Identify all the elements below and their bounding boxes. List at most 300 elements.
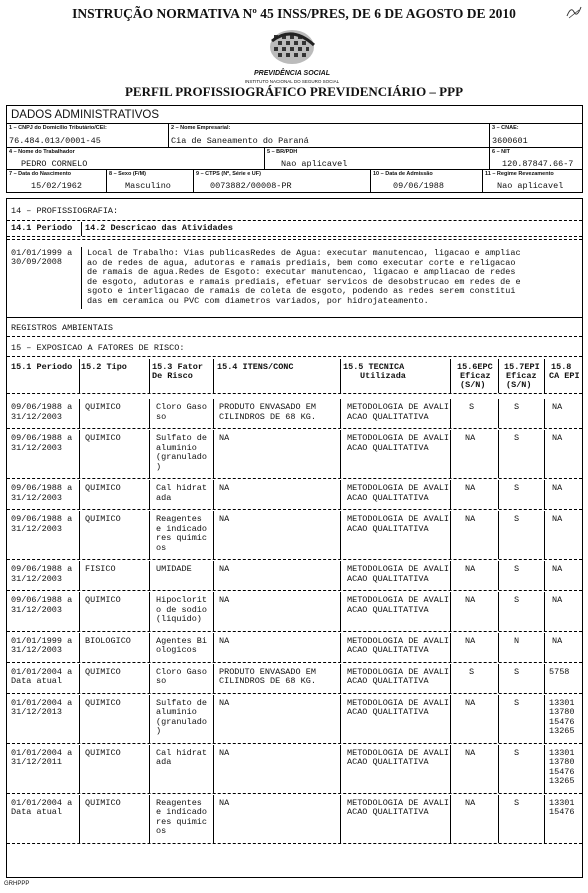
cell-periodo: 09/06/1988 a: [11, 402, 73, 412]
cell-itens: NA: [219, 564, 230, 574]
regime-value: Nao aplicavel: [497, 181, 564, 191]
cell-fator: Cal hidrat: [156, 483, 208, 493]
cell-epc: NA: [465, 564, 476, 574]
cell-fator: Cal hidrat: [156, 747, 208, 758]
cell-tecnica: ACAO QUALITATIVA: [347, 411, 429, 422]
cell-tipo: QUIMICO: [85, 402, 121, 412]
cell-tecnica: ACAO QUALITATIVA: [347, 573, 429, 584]
cell-fator: os: [156, 542, 167, 553]
cell-ca: 13780: [549, 757, 575, 767]
cell-periodo: 31/12/2003: [11, 492, 63, 503]
column-divider: [79, 745, 80, 793]
column-divider: [498, 399, 499, 428]
regime-label: 11 – Regime Revezamento: [485, 171, 554, 177]
header-epc-1: 15.6EPC: [457, 362, 493, 372]
row-divider: [7, 662, 582, 663]
column-divider: [340, 561, 341, 590]
column-divider: [544, 664, 545, 693]
descricao-line: ao de redes de agua, adutoras e ramais prediais, bem como executar corte e religacao: [87, 257, 516, 268]
cnae-value: 3600601: [492, 136, 528, 146]
profissiografia-title: 14 – PROFISSIOGRAFIA:: [11, 206, 119, 216]
cell-ca: NA: [552, 595, 563, 605]
column-divider: [498, 359, 499, 393]
cell-tecnica: METODOLOGIA DE AVALI: [347, 514, 450, 524]
row-divider: [7, 843, 582, 844]
trabalhador-value: PEDRO CORNELO: [21, 159, 88, 169]
cell-epi: S: [514, 595, 520, 605]
column-divider: [340, 480, 341, 509]
cell-epi: S: [514, 514, 520, 524]
column-divider: [340, 633, 341, 662]
cell-ca: NA: [552, 564, 563, 574]
ctps-value: 0073882/00008-PR: [210, 181, 292, 191]
ctps-cell: [194, 170, 371, 192]
admin-data-table: [6, 105, 583, 193]
column-divider: [213, 795, 214, 843]
cell-tipo: QUIMICO: [85, 747, 121, 758]
cell-tipo: QUIMICO: [85, 483, 121, 493]
registros-title: REGISTROS AMBIENTAIS: [11, 323, 114, 333]
cell-fator: ): [156, 461, 162, 472]
signature-mark: [565, 4, 583, 20]
cell-periodo: 09/06/1988 a: [11, 564, 73, 574]
cell-itens: NA: [219, 514, 230, 524]
col-descricao-header: 14.2 Descricao das Atividades: [85, 223, 233, 233]
cell-tecnica: METODOLOGIA DE AVALI: [347, 797, 450, 808]
logo-text: PREVIDÊNCIA SOCIAL: [254, 70, 330, 77]
cell-tecnica: ACAO QUALITATIVA: [347, 492, 429, 503]
column-divider: [79, 633, 80, 662]
column-divider: [79, 430, 80, 478]
column-divider: [544, 633, 545, 662]
divider: [81, 247, 82, 309]
cell-fator: (granulado: [156, 716, 208, 727]
column-divider: [213, 745, 214, 793]
cell-tecnica: ACAO QUALITATIVA: [347, 523, 429, 534]
column-divider: [79, 359, 80, 393]
cell-fator: e indicado: [156, 523, 208, 534]
cell-epc: S: [469, 402, 475, 412]
column-divider: [213, 695, 214, 743]
cell-fator: Sulfato de: [156, 697, 208, 708]
cell-ca: 5758: [549, 666, 570, 677]
cell-epi: S: [514, 564, 520, 574]
cnpj-label: 1 – CNPJ do Domicílio Tributário/CEI:: [9, 125, 107, 131]
column-divider: [149, 399, 150, 428]
cell-periodo: 01/01/2004 a: [11, 666, 73, 677]
column-divider: [450, 745, 451, 793]
cell-fator: res quimic: [156, 533, 208, 543]
row-divider: [7, 509, 582, 510]
column-divider: [450, 664, 451, 693]
cell-tipo: QUIMICO: [85, 797, 121, 808]
cell-ca: 15476: [549, 807, 575, 817]
admissao-label: 10 – Data de Admissão: [373, 171, 433, 177]
header-ca-1: 15.8: [551, 362, 572, 372]
column-divider: [544, 359, 545, 393]
cell-ca: NA: [552, 433, 563, 443]
cell-periodo: 09/06/1988 a: [11, 483, 73, 493]
cnae-label: 3 – CNAE:: [492, 125, 519, 131]
column-divider: [340, 664, 341, 693]
descricao-line: de esgoto, adutoras e ramais prediais, efetuar servicos de desobstrucao em redes de e: [87, 276, 521, 287]
column-divider: [498, 561, 499, 590]
column-divider: [450, 695, 451, 743]
column-divider: [340, 592, 341, 631]
admissao-cell: [371, 170, 483, 192]
cell-tecnica: METODOLOGIA DE AVALI: [347, 433, 450, 443]
cell-periodo: 09/06/1988 a: [11, 514, 73, 524]
cell-fator: e indicado: [156, 807, 208, 817]
cell-fator: Cloro Gaso: [156, 402, 208, 412]
column-divider: [544, 745, 545, 793]
page-title: PERFIL PROFISSIOGRÁFICO PREVIDENCIÁRIO – PPP: [124, 84, 464, 99]
column-divider: [340, 359, 341, 393]
cell-tecnica: METODOLOGIA DE AVALI: [347, 635, 450, 646]
sexo-cell: [107, 170, 194, 192]
profissiografia-periodo-end: 30/09/2008: [11, 257, 63, 267]
column-divider: [340, 511, 341, 559]
header-epc-2: Eficaz: [460, 371, 491, 381]
column-divider: [213, 592, 214, 631]
cell-fator: Cloro Gaso: [156, 666, 208, 677]
cell-periodo: 31/12/2013: [11, 707, 63, 717]
cell-fator: so: [156, 411, 167, 422]
ctps-label: 9 – CTPS (Nº, Série e UF): [196, 171, 261, 177]
cell-tipo: FISICO: [85, 564, 116, 574]
column-divider: [149, 511, 150, 559]
cell-itens: PRODUTO ENVASADO EM: [219, 402, 316, 412]
cell-tecnica: METODOLOGIA DE AVALI: [347, 402, 450, 412]
column-divider: [450, 511, 451, 559]
cell-tipo: QUIMICO: [85, 697, 121, 708]
column-divider: [498, 633, 499, 662]
column-divider: [544, 695, 545, 743]
cell-epi: S: [514, 747, 520, 758]
cell-fator: Hipoclorit: [156, 595, 208, 605]
cell-ca: 13301: [549, 697, 575, 708]
column-divider: [498, 480, 499, 509]
cell-tipo: QUIMICO: [85, 666, 121, 677]
regime-cell: [483, 170, 582, 192]
cell-itens: NA: [219, 595, 230, 605]
cell-itens: NA: [219, 697, 230, 708]
cell-itens: NA: [219, 747, 230, 758]
cell-ca: 13301: [549, 797, 575, 808]
cell-itens: CILINDROS DE 68 KG.: [219, 676, 316, 686]
column-divider: [544, 592, 545, 631]
cell-periodo: 01/01/2004 a: [11, 697, 73, 708]
column-divider: [213, 359, 214, 393]
column-divider: [79, 480, 80, 509]
cell-itens: NA: [219, 483, 230, 493]
cell-epc: NA: [465, 433, 476, 443]
cell-epc: NA: [465, 747, 476, 758]
descricao-line: Local de Trabalho: Vias publicasRedes de Agua: executar manutencao, ligacao e ampliac: [87, 248, 521, 258]
cell-itens: NA: [219, 797, 230, 808]
cell-fator: so: [156, 676, 167, 686]
column-divider: [340, 399, 341, 428]
nascimento-value: 15/02/1962: [31, 181, 83, 191]
column-divider: [498, 592, 499, 631]
cell-periodo: 01/01/2004 a: [11, 747, 73, 758]
header-tecnica-1: 15.5 TECNICA: [343, 362, 405, 372]
divider: [7, 220, 582, 221]
cell-fator: ologicos: [156, 645, 197, 655]
cell-epi: S: [514, 402, 520, 412]
nascimento-label: 7 – Data do Nascimento: [9, 171, 72, 177]
row-divider: [7, 559, 582, 560]
column-divider: [544, 399, 545, 428]
divider: [7, 356, 582, 357]
row-divider: [7, 478, 582, 479]
cell-ca: NA: [552, 483, 563, 493]
column-divider: [498, 664, 499, 693]
cell-ca: 15476: [549, 716, 575, 727]
cell-epc: NA: [465, 697, 476, 708]
cell-tecnica: ACAO QUALITATIVA: [347, 757, 429, 767]
cell-tecnica: METODOLOGIA DE AVALI: [347, 747, 450, 758]
column-divider: [498, 745, 499, 793]
cell-epi: N: [514, 635, 520, 646]
cell-epc: NA: [465, 635, 476, 646]
row-divider: [7, 590, 582, 591]
nit-label: 6 – NIT: [492, 149, 511, 155]
divider: [7, 236, 582, 237]
column-divider: [149, 795, 150, 843]
column-divider: [340, 745, 341, 793]
column-divider: [544, 430, 545, 478]
column-divider: [450, 592, 451, 631]
header-epi-3: (S/N): [506, 380, 532, 390]
column-divider: [544, 795, 545, 843]
cell-itens: NA: [219, 635, 230, 646]
column-divider: [213, 561, 214, 590]
divider: [7, 393, 582, 394]
cell-fator: (liquido): [156, 614, 202, 624]
column-divider: [213, 480, 214, 509]
cell-ca: NA: [552, 402, 563, 412]
column-divider: [450, 795, 451, 843]
cell-ca: 13780: [549, 707, 575, 717]
cell-ca: 13265: [549, 726, 575, 736]
cell-fator: Sulfato de: [156, 433, 208, 443]
cell-periodo: 31/12/2003: [11, 604, 63, 615]
cell-fator: Agentes Bi: [156, 635, 208, 646]
nit-cell: [490, 148, 582, 170]
column-divider: [450, 430, 451, 478]
header-epi-2: Eficaz: [506, 371, 537, 381]
column-divider: [450, 399, 451, 428]
cell-itens: PRODUTO ENVASADO EM: [219, 666, 316, 677]
cell-tecnica: ACAO QUALITATIVA: [347, 707, 429, 717]
cell-fator: (granulado: [156, 452, 208, 462]
descricao-line: de ramais de agua.Redes de Esgoto: executar manutencao, ligacao e ampliacao de redes: [87, 267, 516, 277]
cell-periodo: 31/12/2003: [11, 411, 63, 422]
cell-periodo: Data atual: [11, 807, 63, 817]
cell-fator: UMIDADE: [156, 564, 192, 574]
column-divider: [79, 695, 80, 743]
divider: [7, 239, 582, 240]
column-divider: [213, 430, 214, 478]
profissiografia-periodo-start: 01/01/1999 a: [11, 248, 73, 258]
column-divider: [149, 745, 150, 793]
cell-periodo: 09/06/1988 a: [11, 595, 73, 605]
column-divider: [213, 399, 214, 428]
cell-periodo: 01/01/2004 a: [11, 797, 73, 808]
col-periodo-header: 14.1 Periodo: [11, 223, 73, 233]
cell-tecnica: METODOLOGIA DE AVALI: [347, 483, 450, 493]
cell-ca: NA: [552, 635, 563, 646]
column-divider: [149, 480, 150, 509]
column-divider: [340, 695, 341, 743]
column-divider: [450, 359, 451, 393]
column-divider: [213, 511, 214, 559]
cell-fator: Reagentes: [156, 797, 202, 808]
header-epi-1: 15.7EPI: [504, 362, 540, 372]
header-ca-2: CA EPI: [549, 371, 580, 381]
cell-fator: os: [156, 826, 167, 836]
cell-periodo: 31/12/2003: [11, 442, 63, 453]
column-divider: [544, 511, 545, 559]
cell-tecnica: METODOLOGIA DE AVALI: [347, 595, 450, 605]
br-pdh-cell: [265, 148, 490, 170]
cell-ca: 13301: [549, 747, 575, 758]
column-divider: [149, 664, 150, 693]
cell-tecnica: ACAO QUALITATIVA: [347, 442, 429, 453]
cell-fator: ada: [156, 492, 172, 503]
sexo-value: Masculino: [125, 181, 171, 191]
header-itens: 15.4 ITENS/CONC: [217, 362, 294, 372]
cell-periodo: 31/12/2003: [11, 645, 63, 655]
cell-tecnica: METODOLOGIA DE AVALI: [347, 697, 450, 708]
column-divider: [340, 795, 341, 843]
cell-periodo: 01/01/1999 a: [11, 635, 73, 646]
cell-tecnica: ACAO QUALITATIVA: [347, 604, 429, 615]
cell-epi: S: [514, 483, 520, 493]
cell-tecnica: ACAO QUALITATIVA: [347, 645, 429, 655]
row-divider: [7, 743, 582, 744]
column-divider: [450, 480, 451, 509]
column-divider: [340, 430, 341, 478]
admin-section-title: DADOS ADMINISTRATIVOS: [7, 106, 582, 124]
cell-epc: NA: [465, 514, 476, 524]
column-divider: [79, 592, 80, 631]
header-epc-3: (S/N): [460, 380, 486, 390]
divider: [7, 317, 582, 318]
cell-tipo: QUIMICO: [85, 433, 121, 443]
cell-periodo: 09/06/1988 a: [11, 433, 73, 443]
sexo-label: 8 – Sexo (F/M): [109, 171, 146, 177]
header-tipo: 15.2 Tipo: [81, 362, 127, 372]
cell-tipo: QUIMICO: [85, 595, 121, 605]
empresa-label: 2 – Nome Empresarial:: [171, 125, 231, 131]
cell-fator: aluminio: [156, 707, 197, 717]
cell-epc: NA: [465, 483, 476, 493]
footer-code: GRHPPP: [4, 881, 30, 887]
column-divider: [498, 695, 499, 743]
row-divider: [7, 428, 582, 429]
cell-tecnica: METODOLOGIA DE AVALI: [347, 564, 450, 574]
row-divider: [7, 793, 582, 794]
cell-tecnica: ACAO QUALITATIVA: [347, 807, 429, 817]
column-divider: [149, 633, 150, 662]
cell-epc: S: [469, 666, 475, 677]
column-divider: [213, 633, 214, 662]
cell-tecnica: METODOLOGIA DE AVALI: [347, 666, 450, 677]
row-divider: [7, 631, 582, 632]
cell-ca: NA: [552, 514, 563, 524]
column-divider: [79, 795, 80, 843]
cnpj-value: 76.484.013/0001-45: [9, 136, 101, 146]
cell-periodo: 31/12/2011: [11, 757, 63, 767]
nit-value: 120.87847.66-7: [502, 159, 574, 169]
column-divider: [498, 511, 499, 559]
header-periodo: 15.1 Periodo: [11, 362, 73, 372]
cell-periodo: 31/12/2003: [11, 573, 63, 584]
cell-epc: NA: [465, 797, 476, 808]
column-divider: [149, 592, 150, 631]
header-fator-2: De Risco: [152, 371, 193, 381]
cell-epi: S: [514, 697, 520, 708]
cell-fator: aluminio: [156, 442, 197, 453]
cell-fator: o de sodio: [156, 604, 208, 615]
column-divider: [450, 633, 451, 662]
trabalhador-label: 4 – Nome do Trabalhador: [9, 149, 75, 155]
cell-periodo: 31/12/2003: [11, 523, 63, 534]
cell-itens: NA: [219, 433, 230, 443]
column-divider: [544, 480, 545, 509]
column-divider: [213, 664, 214, 693]
empresa-cell: [169, 124, 490, 148]
document-header-title: INSTRUÇÃO NORMATIVA Nº 45 INSS/PRES, DE 6 DE AGOSTO DE 2010: [72, 6, 516, 21]
cell-fator: ada: [156, 757, 172, 767]
divider: [81, 222, 82, 236]
column-divider: [498, 795, 499, 843]
column-divider: [498, 430, 499, 478]
cell-fator: ): [156, 726, 162, 736]
cell-itens: CILINDROS DE 68 KG.: [219, 411, 316, 422]
column-divider: [79, 664, 80, 693]
br-pdh-value: Nao aplicavel: [281, 159, 348, 169]
admissao-value: 09/06/1988: [393, 181, 445, 191]
profissiografia-section: [6, 198, 583, 878]
divider: [7, 336, 582, 337]
column-divider: [450, 561, 451, 590]
cell-ca: 13265: [549, 776, 575, 786]
cell-epi: S: [514, 797, 520, 808]
cell-fator: Reagentes: [156, 514, 202, 524]
nascimento-cell: [7, 170, 107, 192]
br-pdh-label: 5 – BR/PDH: [267, 149, 298, 155]
cell-epi: S: [514, 433, 520, 443]
cell-tecnica: ACAO QUALITATIVA: [347, 676, 429, 686]
cell-periodo: Data atual: [11, 676, 63, 686]
cell-epi: S: [514, 666, 520, 677]
column-divider: [79, 561, 80, 590]
exposicao-title: 15 – EXPOSICAO A FATORES DE RISCO:: [11, 343, 185, 353]
cell-epc: NA: [465, 595, 476, 605]
cell-tipo: BIOLOGICO: [85, 635, 131, 646]
trabalhador-cell: [7, 148, 265, 170]
cnae-cell: [490, 124, 582, 148]
column-divider: [544, 561, 545, 590]
cell-ca: 15476: [549, 766, 575, 777]
empresa-value: Cia de Saneamento do Paraná: [171, 136, 309, 146]
column-divider: [149, 695, 150, 743]
column-divider: [79, 399, 80, 428]
column-divider: [149, 359, 150, 393]
